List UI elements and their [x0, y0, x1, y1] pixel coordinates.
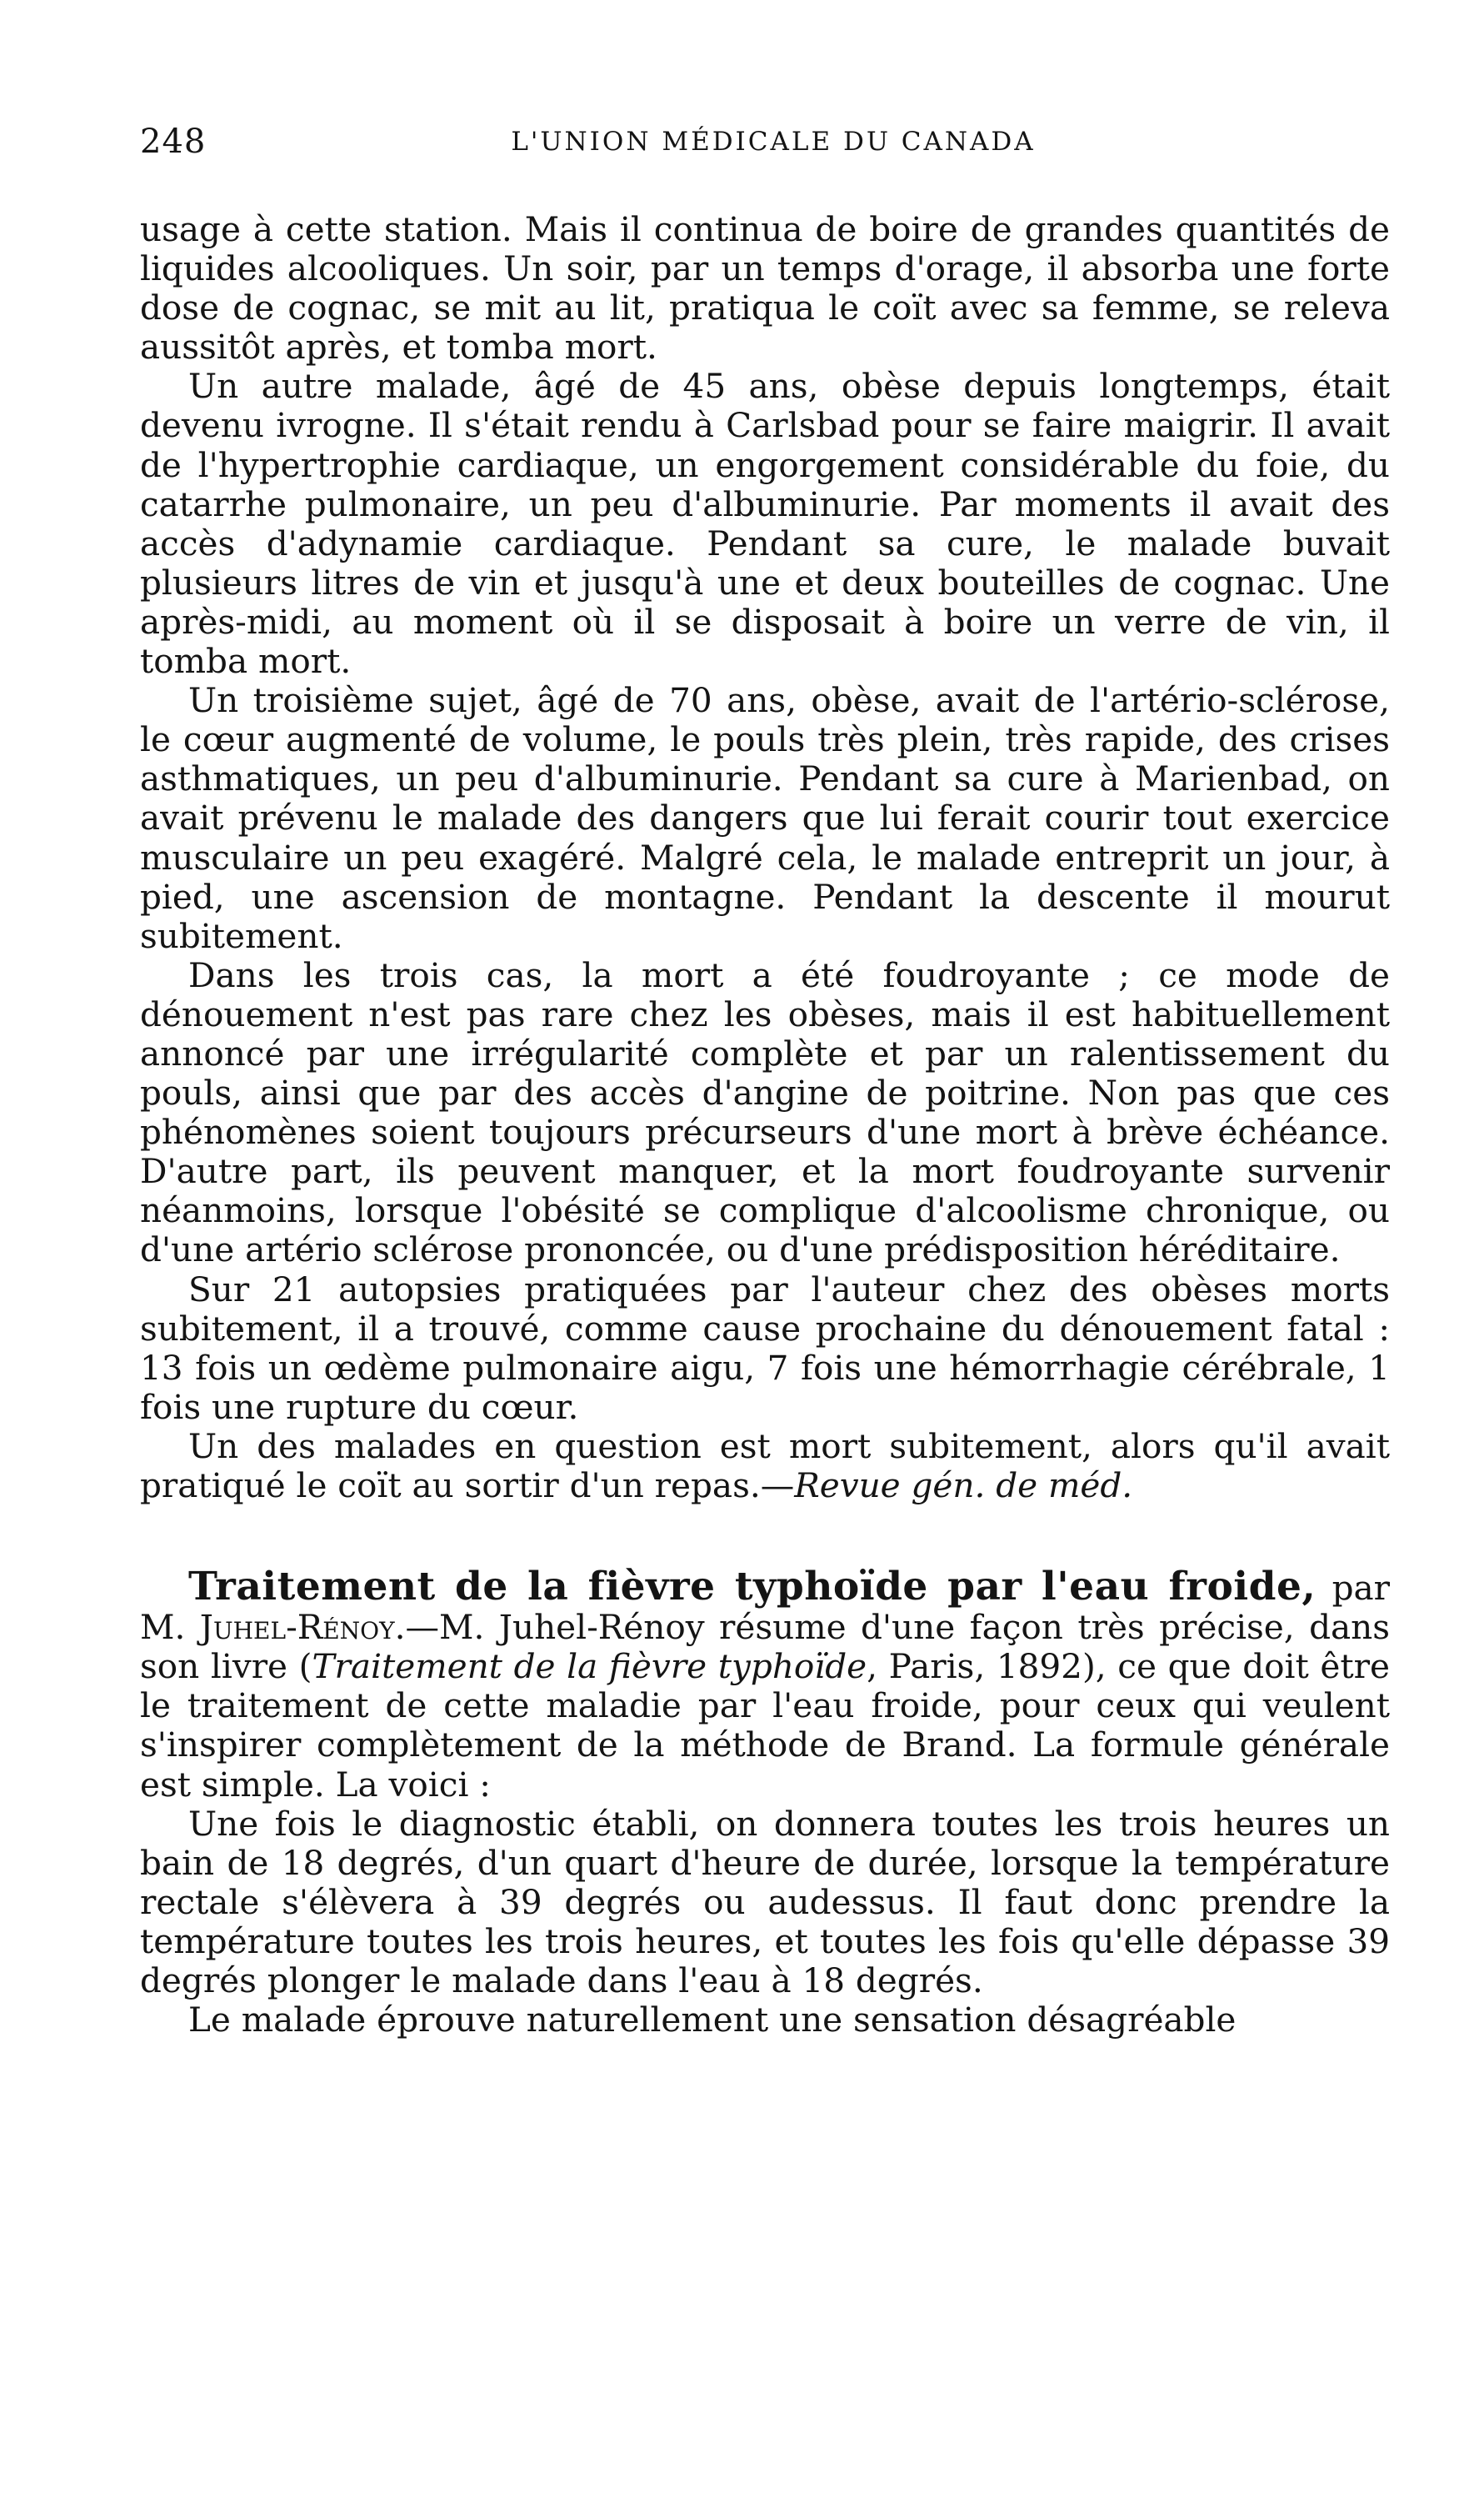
- paragraph-text: Un autre malade, âgé de 45 ans, obèse depuis longtemps, était devenu ivrogne. Il s'était rendu à Carlsbad pour se faire maigrir. Il avait de l'hypertrophie cardiaque, un engorgement considérable du foie, du catarrhe pulmonaire, un peu d'albuminurie. Par moments il avait des accès d'adynamie cardiaque. Pendant sa cure, le malade buvait plusieurs litres de vin et jusqu'à une et deux bouteilles de cognac. Une après-midi, au moment où il se disposait à boire un verre de vin, il tomba mort.: [140, 366, 1390, 682]
- paragraph-text: Le malade éprouve naturellement une sensation désagréable: [188, 2000, 1237, 2040]
- article-by: par M.: [140, 1568, 1390, 1648]
- paragraph: [140, 2000, 1390, 2040]
- source-citation: Revue gén. de méd.: [794, 1465, 1133, 1505]
- paragraph-text: Sur 21 autopsies pratiquées par l'auteur chez des obèses morts subitement, il a trouvé, comme cause prochaine du dénouement fatal : 13 fois un œdème pulmonaire aigu, 7 fois une hémorrhagie cérébrale, 1 fois une rupture du cœur.: [140, 1269, 1390, 1427]
- journal-title: L'UNION MÉDICALE DU CANADA: [511, 127, 1036, 157]
- paragraph: [140, 681, 1390, 956]
- paragraph-text: Une fois le diagnostic établi, on donnera toutes les trois heures un bain de 18 degrés, d'un quart d'heure de durée, lorsque la température rectale s'élèvera à 39 degrés ou audessus. Il faut donc prendre la température toutes les trois heures, et toutes les fois qu'elle dépasse 39 degrés plonger le malade dans l'eau à 18 degrés.: [140, 1803, 1390, 2001]
- page-number: 248: [140, 123, 207, 161]
- paragraph-text: Un des malades en question est mort subitement, alors qu'il avait pratiqué le coït au sortir d'un repas.—: [140, 1425, 1390, 1505]
- paragraph: [140, 1270, 1390, 1427]
- article-intro-rest: , Paris, 1892), ce que doit être le traitement de cette maladie par l'eau froide, pour ceux qui veulent s'inspirer complètement de la méthode de Brand. La formule générale est simple. La voici :: [140, 1646, 1390, 1805]
- paragraph: [140, 1805, 1390, 2000]
- paragraph-continued: [140, 210, 1390, 367]
- book-title: Traitement de la fièvre typhoïde: [312, 1646, 867, 1687]
- running-head: [140, 117, 1382, 167]
- article-author: Juhel-Rénoy.: [199, 1607, 406, 1648]
- body-text: [140, 210, 1390, 2040]
- paragraph-text: Dans les trois cas, la mort a été foudroyante ; ce mode de dénouement n'est pas rare chez les obèses, mais il est habituellement annoncé par une irrégularité complète et par un ralentissement du pouls, ainsi que par des accès d'angine de poitrine. Non pas que ces phénomènes soient toujours précurseurs d'une mort à brève échéance. D'autre part, ils peuvent manquer, et la mort foudroyante survenir néanmoins, lorsque l'obésité se complique d'alcoolisme chronique, ou d'une artério sclérose prononcée, ou d'une prédisposition héréditaire.: [140, 954, 1390, 1270]
- paragraph-text: Un troisième sujet, âgé de 70 ans, obèse, avait de l'artério-sclérose, le cœur augmenté de volume, le pouls très plein, très rapide, des crises asthmatiques, un peu d'albuminurie. Pendant sa cure à Marienbad, on avait prévenu le malade des dangers que lui ferait courir tout exercice musculaire un peu exagéré. Malgré cela, le malade entreprit un jour, à pied, une ascension de montagne. Pendant la descente il mourut subitement.: [140, 680, 1390, 956]
- paragraph: [140, 1427, 1390, 1505]
- article-intro: —M. Juhel-Rénoy résume d'une façon très précise, dans son livre (: [140, 1607, 1391, 1687]
- paragraph: [140, 367, 1390, 681]
- paragraph-text: usage à cette station. Mais il continua de boire de grandes quantités de liquides alcooliques. Un soir, par un temps d'orage, il absorba une forte dose de cognac, se mit au lit, pratiqua le coït avec sa femme, se releva aussitôt après, et tomba mort.: [140, 209, 1390, 368]
- paragraph: [140, 956, 1390, 1270]
- article-heading-paragraph: [140, 1564, 1391, 1805]
- article-title: Traitement de la fièvre typhoïde par l'eau froide,: [188, 1564, 1317, 1610]
